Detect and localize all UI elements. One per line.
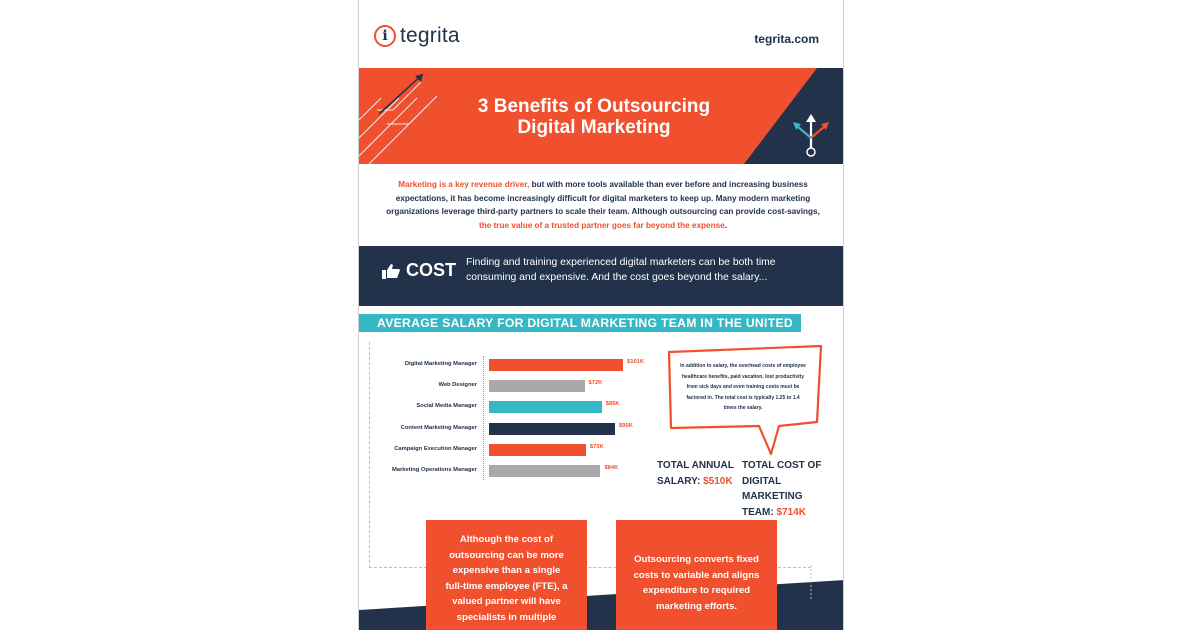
infographic-page (358, 0, 844, 630)
salary-bar (489, 444, 586, 456)
total-team-cost (742, 458, 842, 520)
cost-description: Finding and training experienced digital marketers can be both time consuming and expensive. And the cost goes beyond the salary... (466, 257, 776, 283)
intro-highlight: the true value of a trusted partner goes far beyond the expense (479, 220, 725, 230)
category-label: Web Designer (438, 382, 477, 389)
callout-text: In addition to salary, the overhead costs of employee healthcare benefits, paid vacation, lost productivity from sick days and even training costs must be factored in. The total cost is typically 1.25 to 1.4 times the salary. (680, 363, 806, 412)
bar-value-label: $73K (589, 443, 604, 450)
logo-text: tegrita (400, 24, 460, 47)
chart-title: AVERAGE SALARY FOR DIGITAL MARKETING TEAM IN THE UNITED STATES (359, 314, 801, 332)
total-team-label-1: TOTAL COST OF (742, 460, 822, 471)
total-annual-label-2: SALARY: (657, 475, 704, 487)
category-label: Campaign Execution Manager (394, 445, 477, 452)
tegrita-logo[interactable] (374, 24, 460, 48)
header (359, 0, 844, 68)
total-annual-value: $510K (703, 475, 733, 487)
salary-bar (489, 359, 623, 371)
logo-icon: i (374, 25, 396, 47)
variable-costs-box: Outsourcing converts fixed costs to variable and aligns expenditure to required marketing efforts. (616, 520, 777, 630)
total-team-row (742, 505, 842, 521)
title-banner (359, 68, 844, 164)
intro-paragraph (381, 178, 825, 232)
bar-value-label: $101K (627, 359, 645, 365)
salary-bar (489, 401, 602, 413)
intro-body: but with more tools available than ever before and increasing business expectations, it has become increasingly difficult for digital marketers to keep up. Many modern marketing organizations leverage third-party partners to scale their team. Although outsourcing can provide cost-savings, (386, 180, 820, 217)
salary-bar (489, 423, 615, 435)
total-team-label-3: TEAM: (742, 506, 777, 518)
salary-bar (489, 465, 600, 477)
bar-value-label: $95K (619, 422, 633, 429)
bar-value-label: $84K (604, 465, 619, 471)
thumbs-up-icon (381, 263, 401, 279)
cost-section (359, 246, 844, 306)
category-label: Social Media Manager (416, 403, 477, 410)
salary-bar (489, 380, 585, 392)
title-line-2: Digital Marketing (517, 117, 671, 138)
total-team-label-2: DIGITAL MARKETING (742, 475, 803, 502)
category-label: Content Marketing Manager (400, 424, 477, 431)
outsourcing-specialists-box: Although the cost of outsourcing can be more expensive than a single full-time employee (FTE), a valued partner will have specialists in multiple (426, 520, 587, 630)
total-annual-row (657, 474, 737, 490)
cost-heading (381, 260, 456, 281)
total-annual-label: TOTAL ANNUAL (657, 460, 734, 471)
bar-value-label: $72K (588, 380, 603, 387)
title-line-1: 3 Benefits of Outsourcing (477, 96, 711, 117)
total-annual-salary (657, 458, 737, 489)
category-label: Marketing Operations Manager (391, 467, 477, 473)
intro-end: . (724, 220, 727, 230)
bar-value-label: $85K (605, 401, 620, 408)
category-label: Digital Marketing Manager (404, 361, 477, 367)
total-team-value: $714K (776, 506, 806, 518)
page-title (469, 96, 719, 138)
intro-lead: Marketing is a key revenue driver, (398, 180, 530, 189)
site-url[interactable]: tegrita.com (754, 32, 819, 46)
cost-label: COST (406, 260, 457, 280)
